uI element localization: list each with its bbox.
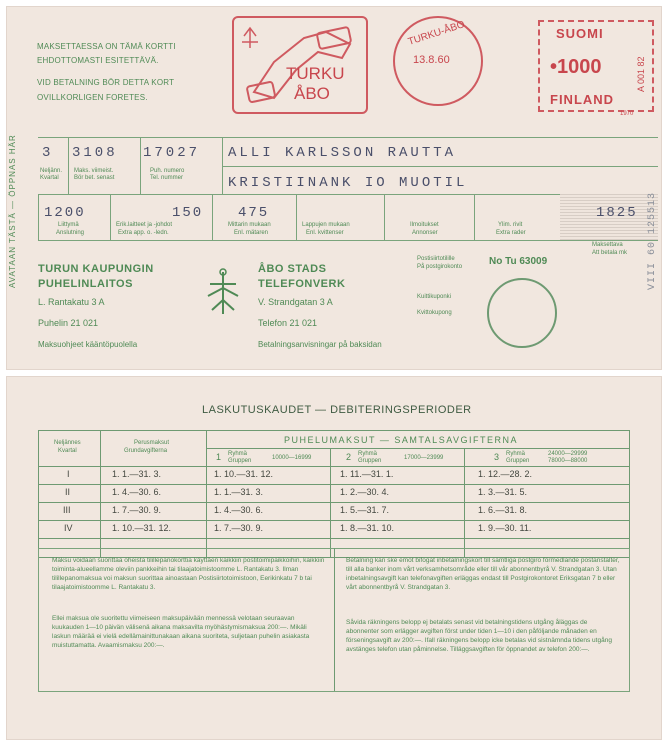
form-divider	[212, 194, 213, 240]
row-quarter: I	[67, 469, 70, 479]
row-quarter: IV	[64, 523, 73, 533]
notice-sv-2: OVILLKORLIGEN FORETES.	[37, 93, 148, 102]
h-basic-1: Perusmaksut	[134, 440, 170, 446]
table-divider	[206, 448, 629, 449]
h-g1-range: 10000—16999	[272, 455, 312, 461]
periods-title: LASKUTUSKAUDET — DEBITERINGSPERIODER	[202, 404, 472, 416]
notice-fi-2: EHDOTTOMASTI ESITETTÄVÄ.	[37, 56, 159, 65]
org-fi-2: PUHELINLAITOS	[38, 278, 133, 290]
row-basic: 1. 7.—30. 9.	[112, 505, 162, 515]
row-basic: 1. 1.—31. 3.	[112, 469, 162, 479]
org-sv-addr: V. Strandgatan 3 A	[258, 297, 333, 307]
postmark-date: 13.8.60	[413, 54, 450, 66]
row-g1: 1. 10.—31. 12.	[214, 469, 274, 479]
para-sv-2: Såvida räkningens belopp ej betalats senast vid betalningstidens utgång åläggas de abonnenter som erlägger avgiften först under tiden 1—10 i den påföljande månaden en förseningsavgift av 200:—. Ifall räkningens belopp icke betalas vid sistnämnda tidens utgång avstänges telefon utan påminnelse. Tilläggsavgiften för öppnandet av telefon 200:—.	[346, 619, 612, 653]
lbl-ylim-1: Ylim. rivit	[498, 222, 523, 228]
meter-number: A 001 82	[636, 56, 646, 92]
h-g2-name: Ryhmä Gruppen	[358, 451, 382, 464]
lbl-liittyma-2: Anslutning	[56, 230, 85, 236]
receipt-circle	[487, 278, 557, 348]
form-divider	[110, 194, 111, 240]
postgiro-number: No Tu 63009	[489, 256, 548, 267]
lbl-erik-2: Extra app. o. -ledn.	[118, 230, 169, 236]
h-g1-num: 1	[216, 452, 222, 462]
erik-value: 150	[172, 205, 204, 221]
lbl-mittari-1: Mittarin mukaan	[228, 222, 271, 228]
kvartal-value: 3	[42, 145, 51, 161]
postmark	[393, 16, 483, 106]
org-sv-note: Betalningsanvisningar på baksidan	[258, 340, 382, 349]
para-fi-1: Maksu voidaan suorittaa oheista tilillepanokorttia käyttäen kaikkiin postitoimipaikkoihin, kaikkiin toiminta-alueellamme oleviin pankkeihin tai tilaajatoimistoomme L. Rantakatu 3. Ilman tilillepanomaksua voi maksun suorittaa ainoastaan Postisiirtotoimistoon, Eerikinkatu 7 b tai tilaajatoimistoomme L. Rantakatu 3.	[52, 557, 325, 591]
row-basic: 1. 4.—30. 6.	[112, 487, 162, 497]
row-g3: 1. 9.—30. 11.	[478, 523, 532, 533]
liittyma-value: 1200	[44, 205, 86, 221]
notice-fi-1: MAKSETTAESSA ON TÄMÄ KORTTI	[37, 42, 176, 51]
logo-text-1: TURKU	[286, 64, 345, 83]
coat-of-arms-icon	[202, 266, 244, 320]
kuitti-1: Kuittikuponki	[417, 294, 452, 300]
h-quarter-2: Kvartal	[58, 448, 77, 454]
franking-meter	[538, 20, 654, 117]
instructions-divider	[334, 548, 335, 691]
table-divider	[38, 502, 629, 503]
meter-logo	[232, 16, 368, 114]
h-g3-name: Ryhmä Gruppen	[506, 451, 530, 464]
form-divider	[222, 137, 223, 194]
form-divider	[38, 194, 39, 240]
row-basic: 1. 10.—31. 12.	[112, 523, 172, 533]
h-g3-range: 24000—29999 78000—88000	[548, 451, 588, 464]
org-fi-note: Maksuohjeet kääntöpuolella	[38, 340, 138, 349]
form-line	[38, 240, 658, 241]
form-line	[222, 166, 658, 167]
lbl-maks-1: Maksettava	[592, 242, 623, 248]
form-divider	[296, 194, 297, 240]
lbl-ilmo-2: Annonser	[412, 230, 438, 236]
maks-value: 3108	[72, 145, 118, 161]
notice-sv-1: VID BETALNING BÖR DETTA KORT	[37, 78, 175, 87]
org-fi-addr: L. Rantakatu 3 A	[38, 297, 105, 307]
mittari-value: 475	[238, 205, 270, 221]
row-quarter: II	[65, 487, 71, 497]
org-sv-phone: Telefon 21 021	[258, 318, 318, 328]
postgiro-2: På postgirokonto	[417, 264, 463, 270]
table-divider	[38, 538, 629, 539]
address-value: KRISTIINANK IO MUOTIL	[228, 175, 468, 191]
label-tel: Puh. numero Tel. nummer	[150, 168, 185, 181]
total-value: 1825	[596, 205, 638, 221]
org-sv-2: TELEFONVERK	[258, 278, 346, 290]
h-g2-num: 2	[346, 452, 352, 462]
name-value: ALLI KARLSSON RAUTTA	[228, 145, 457, 161]
row-g2: 1. 11.—31. 1.	[340, 469, 394, 479]
h-quarter-1: Neljännes	[54, 440, 81, 446]
meter-country-top: SUOMI	[556, 26, 604, 41]
h-g2-range: 17000—23999	[404, 455, 444, 461]
org-fi-1: TURUN KAUPUNGIN	[38, 263, 154, 275]
form-line	[38, 137, 658, 138]
form-divider	[140, 137, 141, 194]
row-g2: 1. 5.—31. 7.	[340, 505, 390, 515]
lbl-ylim-2: Extra rader	[496, 230, 526, 236]
side-text: AVATAAN TÄSTÄ — ÖPPNAS HÄR	[8, 134, 17, 288]
label-maks: Maks. viimeist. Bör bet. senast	[74, 168, 115, 181]
lbl-lappu-2: Enl. kvittenser	[306, 230, 344, 236]
lbl-erik-1: Erik.laitteet ja -johdot	[116, 222, 173, 228]
org-sv-1: ÅBO STADS	[258, 263, 327, 275]
table-divider	[38, 466, 629, 467]
lbl-maks-2: Att betala mk	[592, 250, 628, 256]
lbl-lappu-1: Lappujen mukaan	[302, 222, 350, 228]
row-g3: 1. 12.—28. 2.	[478, 469, 533, 479]
h-g3-num: 3	[494, 452, 500, 462]
row-g2: 1. 2.—30. 4.	[340, 487, 390, 497]
h-calls: PUHELUMAKSUT — SAMTALSAVGIFTERNA	[284, 435, 519, 445]
form-divider	[474, 194, 475, 240]
lbl-ilmo-1: Ilmoitukset	[410, 222, 439, 228]
h-basic-2: Grundavgifterna	[124, 448, 168, 454]
lbl-liittyma-1: Liittymä	[58, 222, 79, 228]
meter-value: •1000	[550, 56, 602, 78]
label-kvartal: Neljänn. Kvartal	[40, 168, 63, 181]
postmark-city: TURKU-ÅBO	[406, 19, 467, 48]
tel-value: 17027	[143, 145, 201, 161]
logo-text-2: ÅBO	[294, 84, 330, 103]
para-sv-1: Betalning kan ske emot bifogat inbetalningskort till samtliga postgiro förmedlande postanstalter, till alla banker inom vårt verksamhetsområde eller till vår abonnentbyrå V. Strandgatan 3. Utan inbetalningsavgift kan telefonavgiften erläggas endast till Postgirokontoret Eriksgatan 7 b eller vårt abonnentbyrå V. Strandgatan 3.	[346, 557, 620, 591]
row-g1: 1. 7.—30. 9.	[214, 523, 264, 533]
row-quarter: III	[63, 505, 71, 515]
row-g1: 1. 4.—30. 6.	[214, 505, 264, 515]
row-g1: 1. 1.—31. 3.	[214, 487, 264, 497]
para-fi-2: Ellei maksua ole suoritettu viimeiseen maksupäivään mennessä velotaan seuraavan kuukauden 1—10 päivän välisenä aikana maksavilta myöhästymismaksua 200:—. Mikäli laskun määrää ei vielä edellämainittunakaan aikana suoriteta, suljetaan puhelin asiakasta muistuttamatta. Avaamismaksu 200:—.	[52, 615, 310, 649]
row-g3: 1. 6.—31. 8.	[478, 505, 528, 515]
org-fi-phone: Puhelin 21 021	[38, 318, 99, 328]
kuitti-2: Kvittokupong	[417, 310, 452, 316]
meter-country-bottom: FINLAND	[550, 92, 615, 107]
table-divider	[38, 484, 629, 485]
form-divider	[384, 194, 385, 240]
h-g1-name: Ryhmä Gruppen	[228, 451, 252, 464]
row-g2: 1. 8.—31. 10.	[340, 523, 395, 533]
row-g3: 1. 3.—31. 5.	[478, 487, 528, 497]
meter-sub: 1970	[620, 111, 634, 117]
form-divider	[68, 137, 69, 194]
vertical-number: VIII 60 125513	[647, 191, 658, 290]
lbl-mittari-2: Enl. mätaren	[234, 230, 269, 236]
postgiro-1: Postisiirtotilille	[417, 256, 455, 262]
table-divider	[38, 520, 629, 521]
